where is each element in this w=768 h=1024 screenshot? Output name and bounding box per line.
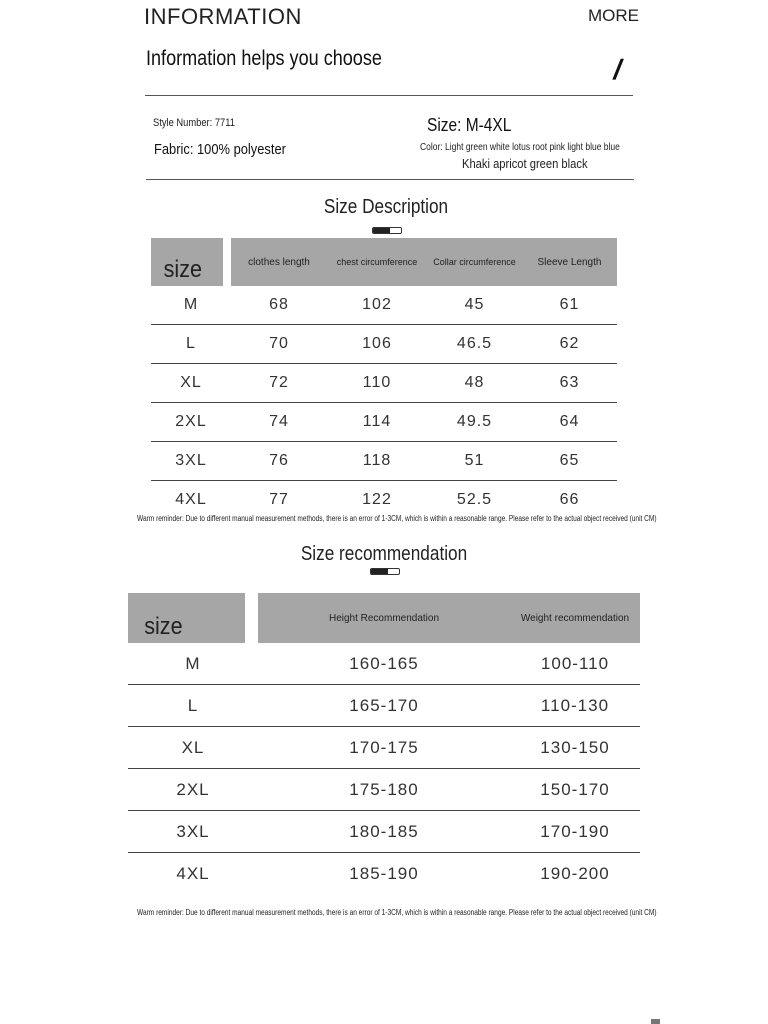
cell-sleeve: 65 (522, 442, 617, 481)
table-row (128, 643, 640, 685)
cell-length: 77 (269, 491, 289, 508)
warm-reminder-note: Warm reminder: Due to different manual measurement methods, there is an error of 1-3CM, which is within a reasonable range. Please refer to the actual object received (unit CM) (137, 514, 657, 523)
table-row (128, 727, 640, 769)
cell-sleeve: 64 (522, 403, 617, 442)
cell-size: 4XL (176, 863, 210, 883)
color-list-cont: Khaki apricot green black (462, 156, 588, 171)
cell-collar: 49.5 (427, 403, 522, 442)
cell-size: 3XL (151, 442, 231, 481)
cell-collar: 51 (427, 442, 522, 481)
cell-collar: 46.5 (427, 325, 522, 364)
header-size: size (128, 593, 245, 643)
cell-chest: 106 (327, 325, 427, 364)
decor-bar (372, 227, 402, 234)
corner-mark (651, 1019, 660, 1024)
table-row (151, 364, 617, 403)
size-recommendation-table (128, 593, 640, 894)
table-header-row (151, 238, 617, 286)
page-title: INFORMATION (144, 4, 302, 29)
style-number: Style Number: 7711 (153, 117, 235, 129)
cell-collar: 45 (427, 286, 522, 325)
size-range: Size: M-4XL (427, 115, 512, 135)
divider-bottom (146, 179, 634, 180)
more-link[interactable]: MORE (588, 6, 639, 25)
cell-weight: 170-190 (510, 811, 640, 853)
cell-chest: 102 (327, 286, 427, 325)
header-chest: chest circumference (327, 238, 427, 286)
cell-sleeve: 62 (522, 325, 617, 364)
cell-height: 160-165 (258, 643, 510, 685)
cell-length: 76 (231, 442, 327, 481)
table-row (151, 286, 617, 325)
cell-chest: 110 (327, 364, 427, 403)
header-height: Height Recommendation (258, 593, 510, 643)
cell-collar: 48 (427, 364, 522, 403)
header-weight: Weight recommendation (510, 593, 640, 643)
decor-bar (370, 568, 400, 575)
cell-height: 175-180 (258, 769, 510, 811)
subtitle: Information helps you choose (146, 47, 382, 70)
fabric: Fabric: 100% polyester (154, 141, 286, 158)
cell-weight: 130-150 (510, 727, 640, 769)
cell-size: L (128, 685, 258, 727)
cell-sleeve: 63 (522, 364, 617, 403)
cell-height: 170-175 (258, 727, 510, 769)
table-row (151, 442, 617, 481)
size-recommendation-title: Size recommendation (300, 543, 468, 565)
cell-size: XL (151, 364, 231, 403)
cell-size: M (128, 643, 258, 685)
cell-height: 185-190 (349, 863, 419, 883)
cell-weight: 190-200 (540, 863, 610, 883)
header-collar: Collar circumference (427, 238, 522, 286)
cell-size: 2XL (128, 769, 258, 811)
slash-mark: / (610, 54, 626, 85)
header-sleeve: Sleeve Length (522, 238, 617, 286)
table-header-row (128, 593, 640, 643)
cell-length: 68 (231, 286, 327, 325)
cell-sleeve: 61 (522, 286, 617, 325)
table-row (128, 811, 640, 853)
divider-top (145, 95, 633, 96)
warm-reminder-note-2: Warm reminder: Due to different manual measurement methods, there is an error of 1-3CM, which is within a reasonable range. Please refer to the actual object received (unit CM) (137, 908, 657, 917)
table-row (128, 769, 640, 811)
cell-chest: 118 (327, 442, 427, 481)
cell-weight: 110-130 (510, 685, 640, 727)
cell-length: 72 (231, 364, 327, 403)
cell-chest: 122 (362, 491, 392, 508)
cell-size: XL (128, 727, 258, 769)
header-size: size (151, 238, 223, 286)
size-description-table (151, 238, 617, 519)
cell-height: 180-185 (258, 811, 510, 853)
cell-chest: 114 (327, 403, 427, 442)
cell-collar: 52.5 (456, 491, 493, 508)
cell-length: 70 (231, 325, 327, 364)
cell-sleeve: 66 (559, 491, 580, 508)
size-description-title: Size Description (323, 196, 449, 218)
cell-size: 4XL (175, 491, 207, 508)
table-row (151, 403, 617, 442)
color-list: Color: Light green white lotus root pink light blue blue (420, 142, 620, 153)
table-row (128, 853, 640, 895)
table-row (151, 325, 617, 364)
cell-size: M (151, 286, 231, 325)
cell-height: 165-170 (258, 685, 510, 727)
cell-weight: 150-170 (510, 769, 640, 811)
table-row (128, 685, 640, 727)
cell-weight: 100-110 (510, 643, 640, 685)
cell-length: 74 (231, 403, 327, 442)
header-clothes-length: clothes length (231, 238, 327, 286)
cell-size: 3XL (128, 811, 258, 853)
cell-size: L (151, 325, 231, 364)
cell-size: 2XL (151, 403, 231, 442)
